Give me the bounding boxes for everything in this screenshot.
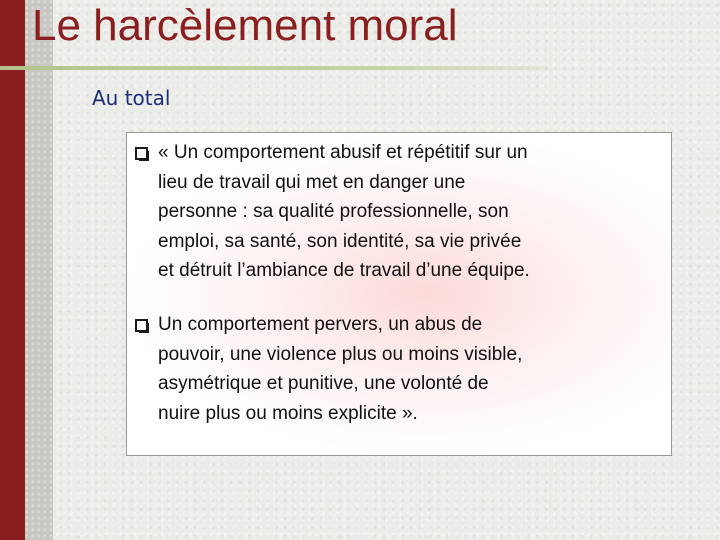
text-line: nuire plus ou moins explicite ». bbox=[158, 402, 418, 424]
text-line: lieu de travail qui met en danger une bbox=[158, 171, 466, 193]
text-line: pouvoir, une violence plus ou moins visible, bbox=[158, 343, 523, 365]
text-line: emploi, sa santé, son identité, sa vie privée bbox=[158, 230, 522, 252]
slide-subtitle: Au total bbox=[92, 86, 171, 110]
text-line: asymétrique et punitive, une volonté de bbox=[158, 373, 489, 394]
title-underline bbox=[0, 66, 548, 70]
bullet-text bbox=[135, 310, 665, 428]
text-line: « Un comportement abusif et répétitif sur un bbox=[158, 142, 528, 163]
text-line: personne : sa qualité professionnelle, son bbox=[158, 201, 509, 222]
left-texture-bar bbox=[25, 0, 53, 540]
hollow-square-bullet-icon bbox=[135, 147, 150, 162]
bullet-item bbox=[135, 310, 665, 428]
bullet-item bbox=[135, 138, 665, 286]
hollow-square-bullet-icon bbox=[135, 319, 150, 334]
bullet-text bbox=[135, 138, 665, 286]
text-line: Un comportement pervers, un abus de bbox=[158, 314, 483, 335]
quote-box bbox=[126, 132, 672, 456]
left-accent-bar bbox=[0, 0, 25, 540]
slide-title: Le harcèlement moral bbox=[32, 1, 458, 50]
text-line: et détruit l’ambiance de travail d’une équipe. bbox=[158, 260, 530, 281]
